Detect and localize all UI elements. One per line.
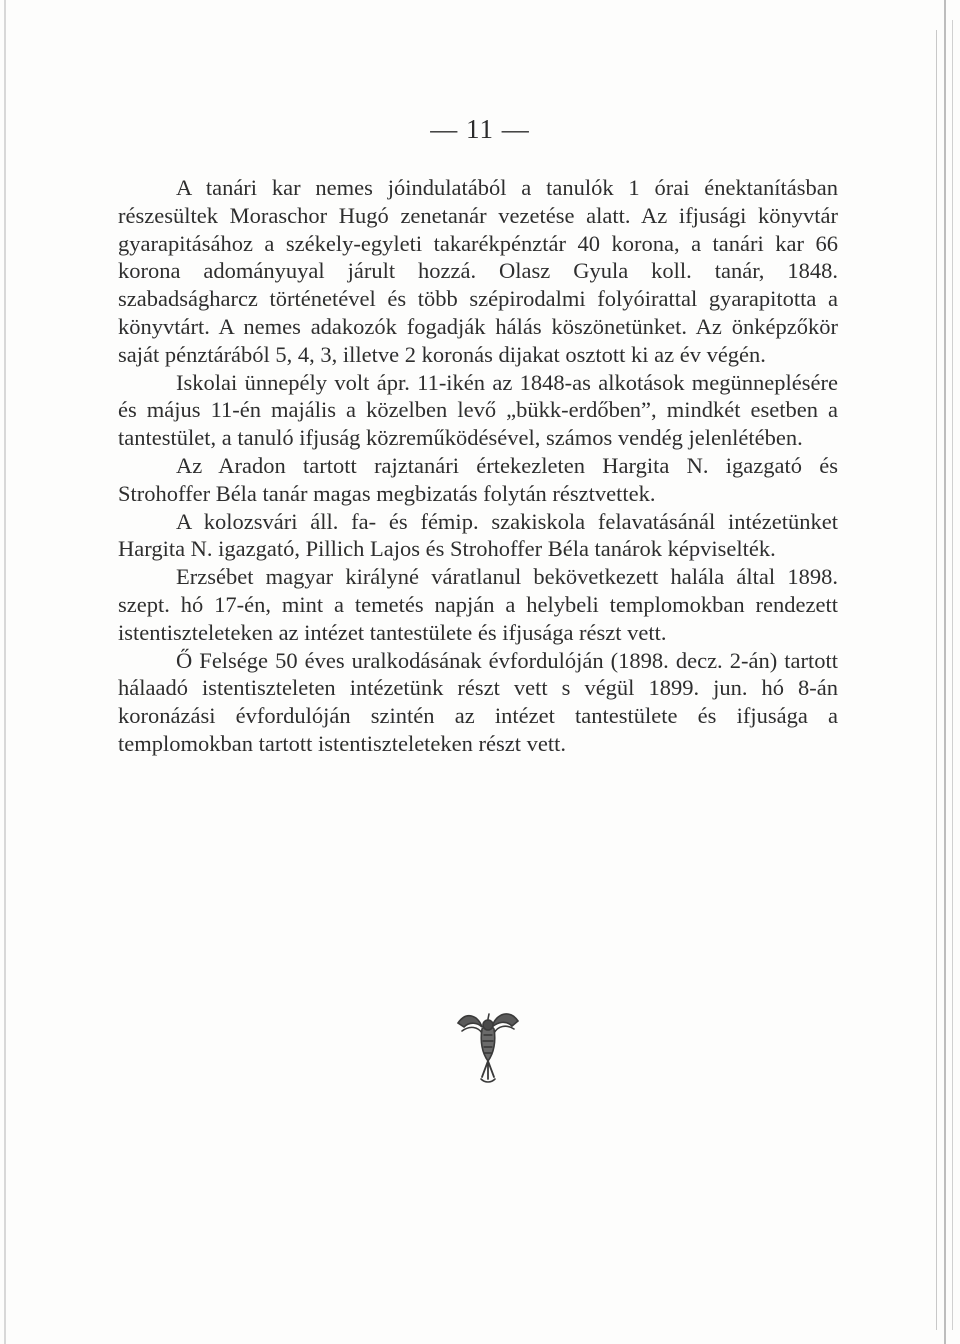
scan-edge-left xyxy=(4,0,6,1344)
paragraph: Az Aradon tartott rajztanári értekezleten Hargita N. igazgató és Strohoffer Béla tanár magas megbizatás folytán résztvettek. xyxy=(118,452,838,506)
body-text xyxy=(118,174,838,758)
scan-edge-right xyxy=(944,0,946,1344)
paragraph: A kolozsvári áll. fa- és fémip. szakiskola felavatásánál intézetünket Hargita N. igazgató, Pillich Lajos és Strohoffer Béla tanárok képviselték. xyxy=(118,508,838,562)
page-number: — 11 — xyxy=(430,114,530,144)
paragraph: Erzsébet magyar királyné váratlanul bekövetkezett halála által 1898. szept. hó 17-én, mint a temetés napján a helybeli templomokban rendezett istentiszteleteken az intézet tantestülete és ifjusága részt vett. xyxy=(118,564,838,645)
paragraph: A tanári kar nemes jóindulatából a tanulók 1 órai énektanításban részesültek Moraschor Hugó zenetanár vezetése alatt. Az ifjusági könyvtár gyarapitásához a székely-egyleti takarékpénztár 40 korona, a tanári kar 66 korona adományuyal járult hozzá. Olasz Gyula koll. tanár, 1848. szabadságharcz történetével és több szépirodalmi folyóirattal gyarapitotta a könyvtárt. A nemes adakozók fogadják hálás köszönetünket. Az önképzőkör saját pénztárából 5, 4, 3, illetve 2 koronás dijakat osztott ki az év végén. xyxy=(118,175,838,367)
paragraph: Ő Felsége 50 éves uralkodásának évfordulóján (1898. decz. 2-án) tartott hálaadó istentiszteleten intézetünk részt vett s végül 1899. jun. hó 8-án koronázási évfordulóján szintén az intézet tantestülete és ifjusága a templomokban tartott istentiszteleteken részt vett. xyxy=(118,647,838,756)
scan-edge-right xyxy=(952,20,953,1330)
paragraph: Iskolai ünnepély volt ápr. 11-ikén az 1848-as alkotások megünneplésére és május 11-én majális a közelben levő „bükk-erdőben”, mindkét esetben a tantestület, a tanuló ifjuság közreműködésével, számos vendég jelenlétében. xyxy=(118,369,838,451)
bird-vignette-icon xyxy=(452,1005,524,1085)
scan-edge-right xyxy=(936,30,937,1330)
